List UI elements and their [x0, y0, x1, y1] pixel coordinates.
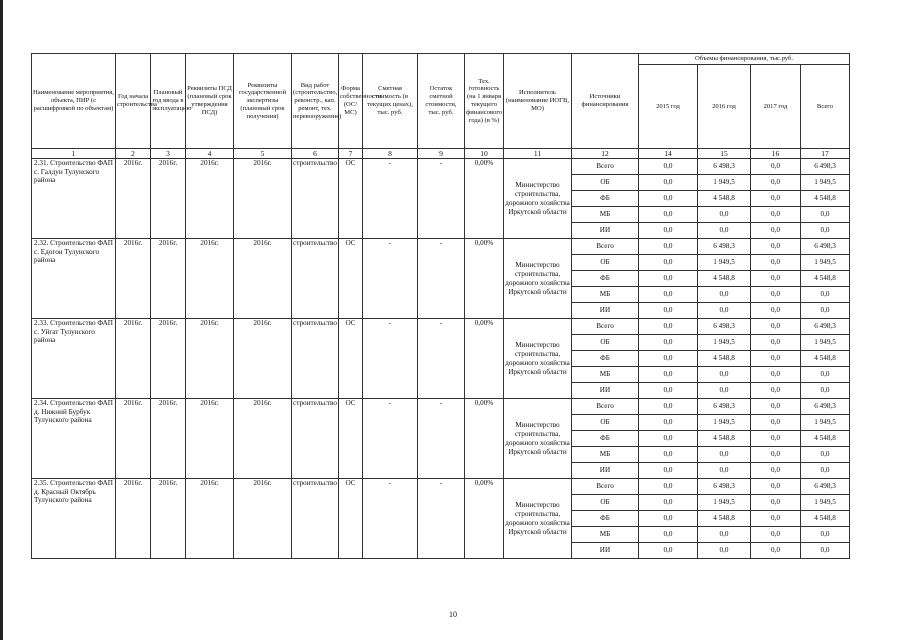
funding-y2016: 6 498,3	[698, 159, 751, 175]
table-row	[32, 239, 850, 255]
funding-y2016: 0,0	[698, 527, 751, 543]
header-remainder: Остаток сметной стоимости, тыс. руб.	[418, 54, 465, 149]
funding-y2017: 0,0	[751, 415, 801, 431]
funding-total: 1 949,5	[801, 495, 850, 511]
funding-y2017: 0,0	[751, 191, 801, 207]
object-name: 2.34. Строительство ФАП д. Нижний Бурбук Тулунского района	[32, 399, 116, 479]
funding-y2016: 0,0	[698, 367, 751, 383]
cost-remainder: -	[418, 399, 465, 479]
funding-source: Всего	[572, 159, 639, 175]
technical-readiness: 0,00%	[465, 479, 504, 559]
funding-y2017: 0,0	[751, 239, 801, 255]
funding-y2017: 0,0	[751, 431, 801, 447]
start-year: 2016г.	[116, 319, 151, 399]
scan-edge-bar	[0, 0, 3, 640]
table-row	[32, 319, 850, 335]
funding-source: МБ	[572, 447, 639, 463]
estimate-cost: -	[363, 159, 418, 239]
funding-y2015: 0,0	[639, 495, 698, 511]
psd-date: 2016г.	[186, 319, 234, 399]
commission-year: 2016г.	[151, 479, 186, 559]
funding-y2016: 1 949,5	[698, 335, 751, 351]
funding-y2015: 0,0	[639, 511, 698, 527]
funding-y2016: 6 498,3	[698, 239, 751, 255]
funding-source: ОБ	[572, 255, 639, 271]
cost-remainder: -	[418, 239, 465, 319]
funding-y2015: 0,0	[639, 207, 698, 223]
object-name: 2.32. Строительство ФАП с. Едогон Тулунского района	[32, 239, 116, 319]
funding-y2015: 0,0	[639, 319, 698, 335]
funding-source: ФБ	[572, 511, 639, 527]
funding-y2016: 0,0	[698, 463, 751, 479]
funding-y2015: 0,0	[639, 431, 698, 447]
funding-y2017: 0,0	[751, 351, 801, 367]
funding-y2016: 1 949,5	[698, 255, 751, 271]
column-number-row	[32, 149, 850, 159]
funding-y2017: 0,0	[751, 319, 801, 335]
funding-y2017: 0,0	[751, 303, 801, 319]
funding-y2017: 0,0	[751, 495, 801, 511]
funding-y2016: 0,0	[698, 287, 751, 303]
technical-readiness: 0,00%	[465, 239, 504, 319]
funding-y2015: 0,0	[639, 543, 698, 559]
funding-source: ФБ	[572, 351, 639, 367]
ownership-form: ОС	[339, 159, 363, 239]
funding-total: 0,0	[801, 207, 850, 223]
object-name: 2.35. Строительство ФАП д. Красный Октябрь Тулунского района	[32, 479, 116, 559]
funding-source: ОБ	[572, 335, 639, 351]
column-number: 11	[504, 149, 572, 159]
estimate-cost: -	[363, 479, 418, 559]
object-name: 2.31. Строительство ФАП с. Галдун Тулунского района	[32, 159, 116, 239]
funding-table	[31, 53, 850, 559]
column-number: 12	[572, 149, 639, 159]
ownership-form: ОС	[339, 479, 363, 559]
header-psd: Реквизиты ПСД (плановый срок утверждения ПСД)	[186, 54, 234, 149]
funding-y2016: 4 548,8	[698, 351, 751, 367]
funding-source: ОБ	[572, 175, 639, 191]
estimate-cost: -	[363, 319, 418, 399]
funding-y2015: 0,0	[639, 367, 698, 383]
psd-date: 2016г.	[186, 159, 234, 239]
funding-y2016: 6 498,3	[698, 479, 751, 495]
work-type: строительство	[292, 399, 339, 479]
funding-total: 0,0	[801, 447, 850, 463]
funding-y2016: 4 548,8	[698, 511, 751, 527]
table-body	[32, 159, 850, 559]
funding-source: ИИ	[572, 463, 639, 479]
funding-total: 1 949,5	[801, 335, 850, 351]
psd-date: 2016г.	[186, 479, 234, 559]
header-ownership: Форма собственности (ОС/МС)	[339, 54, 363, 149]
funding-total: 4 548,8	[801, 351, 850, 367]
funding-total: 1 949,5	[801, 255, 850, 271]
funding-y2017: 0,0	[751, 527, 801, 543]
funding-source: МБ	[572, 367, 639, 383]
funding-total: 0,0	[801, 463, 850, 479]
funding-y2015: 0,0	[639, 383, 698, 399]
column-number: 2	[116, 149, 151, 159]
funding-total: 6 498,3	[801, 319, 850, 335]
funding-total: 4 548,8	[801, 511, 850, 527]
funding-y2015: 0,0	[639, 239, 698, 255]
header-commission-year: Плановый год ввода в эксплуатацию	[151, 54, 186, 149]
funding-total: 6 498,3	[801, 159, 850, 175]
funding-y2015: 0,0	[639, 303, 698, 319]
expertise-date: 2016г.	[234, 319, 292, 399]
header-executor: Исполнитель (наименование ИОГВ, МО)	[504, 54, 572, 149]
funding-y2017: 0,0	[751, 399, 801, 415]
estimate-cost: -	[363, 399, 418, 479]
expertise-date: 2016г.	[234, 479, 292, 559]
funding-y2015: 0,0	[639, 159, 698, 175]
table-row	[32, 399, 850, 415]
funding-total: 6 498,3	[801, 239, 850, 255]
executor: Министерство строительства, дорожного хозяйства Иркутской области	[504, 159, 572, 239]
funding-source: ОБ	[572, 495, 639, 511]
funding-total: 0,0	[801, 383, 850, 399]
funding-y2016: 0,0	[698, 207, 751, 223]
header-expertise: Реквизиты государственной экспертизы (плановый срок получения)	[234, 54, 292, 149]
header-work-type: Вид работ (строительство, реконстр., кап. ремонт, тех. перевооружение)	[292, 54, 339, 149]
funding-source: ФБ	[572, 431, 639, 447]
funding-y2017: 0,0	[751, 255, 801, 271]
funding-source: ФБ	[572, 271, 639, 287]
funding-source: МБ	[572, 207, 639, 223]
ownership-form: ОС	[339, 319, 363, 399]
funding-y2015: 0,0	[639, 399, 698, 415]
column-number: 9	[418, 149, 465, 159]
funding-y2015: 0,0	[639, 415, 698, 431]
funding-y2017: 0,0	[751, 271, 801, 287]
funding-source: ИИ	[572, 223, 639, 239]
funding-total: 0,0	[801, 543, 850, 559]
expertise-date: 2016г.	[234, 399, 292, 479]
cost-remainder: -	[418, 159, 465, 239]
executor: Министерство строительства, дорожного хозяйства Иркутской области	[504, 319, 572, 399]
object-name: 2.33. Строительство ФАП с. Уйгат Тулунского района	[32, 319, 116, 399]
start-year: 2016г.	[116, 479, 151, 559]
funding-y2017: 0,0	[751, 511, 801, 527]
funding-y2017: 0,0	[751, 479, 801, 495]
funding-source: Всего	[572, 479, 639, 495]
psd-date: 2016г.	[186, 239, 234, 319]
header-2015: 2015 год	[639, 65, 698, 149]
funding-source: Всего	[572, 399, 639, 415]
technical-readiness: 0,00%	[465, 399, 504, 479]
funding-y2016: 0,0	[698, 383, 751, 399]
funding-y2015: 0,0	[639, 335, 698, 351]
column-number: 14	[639, 149, 698, 159]
technical-readiness: 0,00%	[465, 159, 504, 239]
column-number: 16	[751, 149, 801, 159]
funding-y2015: 0,0	[639, 527, 698, 543]
executor: Министерство строительства, дорожного хозяйства Иркутской области	[504, 399, 572, 479]
funding-y2016: 1 949,5	[698, 175, 751, 191]
funding-y2016: 1 949,5	[698, 495, 751, 511]
header-name: Наименование мероприятия, объекта, ПИР (с расшифровкой по объектам)	[32, 54, 116, 149]
executor: Министерство строительства, дорожного хозяйства Иркутской области	[504, 479, 572, 559]
funding-y2016: 6 498,3	[698, 319, 751, 335]
ownership-form: ОС	[339, 239, 363, 319]
funding-y2016: 0,0	[698, 303, 751, 319]
funding-total: 6 498,3	[801, 479, 850, 495]
start-year: 2016г.	[116, 159, 151, 239]
funding-y2015: 0,0	[639, 479, 698, 495]
work-type: строительство	[292, 319, 339, 399]
psd-date: 2016г.	[186, 399, 234, 479]
table-row	[32, 479, 850, 495]
work-type: строительство	[292, 479, 339, 559]
table-row	[32, 159, 850, 175]
funding-y2016: 0,0	[698, 223, 751, 239]
column-number: 6	[292, 149, 339, 159]
funding-y2015: 0,0	[639, 255, 698, 271]
funding-total: 0,0	[801, 223, 850, 239]
funding-y2017: 0,0	[751, 543, 801, 559]
start-year: 2016г.	[116, 399, 151, 479]
expertise-date: 2016г.	[234, 159, 292, 239]
header-estimate: Сметная стоимость (в текущих ценах), тыс. руб.	[363, 54, 418, 149]
funding-source: ИИ	[572, 303, 639, 319]
funding-y2015: 0,0	[639, 271, 698, 287]
estimate-cost: -	[363, 239, 418, 319]
funding-y2015: 0,0	[639, 175, 698, 191]
funding-source: ИИ	[572, 383, 639, 399]
funding-y2017: 0,0	[751, 335, 801, 351]
funding-y2017: 0,0	[751, 207, 801, 223]
funding-y2016: 6 498,3	[698, 399, 751, 415]
funding-y2015: 0,0	[639, 351, 698, 367]
funding-y2016: 4 548,8	[698, 271, 751, 287]
header-2017: 2017 год	[751, 65, 801, 149]
cost-remainder: -	[418, 319, 465, 399]
funding-total: 1 949,5	[801, 415, 850, 431]
ownership-form: ОС	[339, 399, 363, 479]
commission-year: 2016г.	[151, 399, 186, 479]
expertise-date: 2016г.	[234, 239, 292, 319]
funding-source: ИИ	[572, 543, 639, 559]
funding-source: Всего	[572, 319, 639, 335]
funding-total: 1 949,5	[801, 175, 850, 191]
funding-y2016: 0,0	[698, 447, 751, 463]
funding-y2017: 0,0	[751, 383, 801, 399]
funding-y2016: 1 949,5	[698, 415, 751, 431]
column-number: 15	[698, 149, 751, 159]
funding-y2017: 0,0	[751, 223, 801, 239]
column-number: 7	[339, 149, 363, 159]
column-number: 5	[234, 149, 292, 159]
funding-y2015: 0,0	[639, 223, 698, 239]
funding-y2016: 0,0	[698, 543, 751, 559]
funding-y2015: 0,0	[639, 287, 698, 303]
column-number: 10	[465, 149, 504, 159]
funding-y2016: 4 548,8	[698, 431, 751, 447]
funding-source: ФБ	[572, 191, 639, 207]
funding-y2017: 0,0	[751, 175, 801, 191]
funding-y2017: 0,0	[751, 367, 801, 383]
funding-total: 4 548,8	[801, 431, 850, 447]
column-number: 1	[32, 149, 116, 159]
header-start-year: Год начала строительства	[116, 54, 151, 149]
funding-y2015: 0,0	[639, 447, 698, 463]
executor: Министерство строительства, дорожного хозяйства Иркутской области	[504, 239, 572, 319]
header-funding-source: Источники финансирования	[572, 54, 639, 149]
header-readiness: Тех. готовность (на 1 января текущего финансового года) (в %)	[465, 54, 504, 149]
funding-source: Всего	[572, 239, 639, 255]
technical-readiness: 0,00%	[465, 319, 504, 399]
funding-y2015: 0,0	[639, 191, 698, 207]
funding-total: 6 498,3	[801, 399, 850, 415]
funding-y2017: 0,0	[751, 159, 801, 175]
funding-source: МБ	[572, 287, 639, 303]
funding-y2017: 0,0	[751, 287, 801, 303]
work-type: строительство	[292, 159, 339, 239]
funding-y2017: 0,0	[751, 447, 801, 463]
funding-total: 0,0	[801, 527, 850, 543]
column-number: 4	[186, 149, 234, 159]
column-number: 3	[151, 149, 186, 159]
work-type: строительство	[292, 239, 339, 319]
commission-year: 2016г.	[151, 319, 186, 399]
header-2016: 2016 год	[698, 65, 751, 149]
funding-total: 0,0	[801, 287, 850, 303]
column-number: 8	[363, 149, 418, 159]
header-total: Всего	[801, 65, 850, 149]
funding-total: 0,0	[801, 303, 850, 319]
cost-remainder: -	[418, 479, 465, 559]
funding-total: 4 548,8	[801, 271, 850, 287]
funding-total: 0,0	[801, 367, 850, 383]
funding-source: ОБ	[572, 415, 639, 431]
commission-year: 2016г.	[151, 159, 186, 239]
funding-y2017: 0,0	[751, 463, 801, 479]
funding-y2016: 4 548,8	[698, 191, 751, 207]
funding-source: МБ	[572, 527, 639, 543]
funding-total: 4 548,8	[801, 191, 850, 207]
page-number: 10	[449, 610, 457, 619]
column-number: 17	[801, 149, 850, 159]
start-year: 2016г.	[116, 239, 151, 319]
funding-y2015: 0,0	[639, 463, 698, 479]
header-funding-group: Объемы финансирования, тыс.руб.	[639, 54, 850, 65]
commission-year: 2016г.	[151, 239, 186, 319]
